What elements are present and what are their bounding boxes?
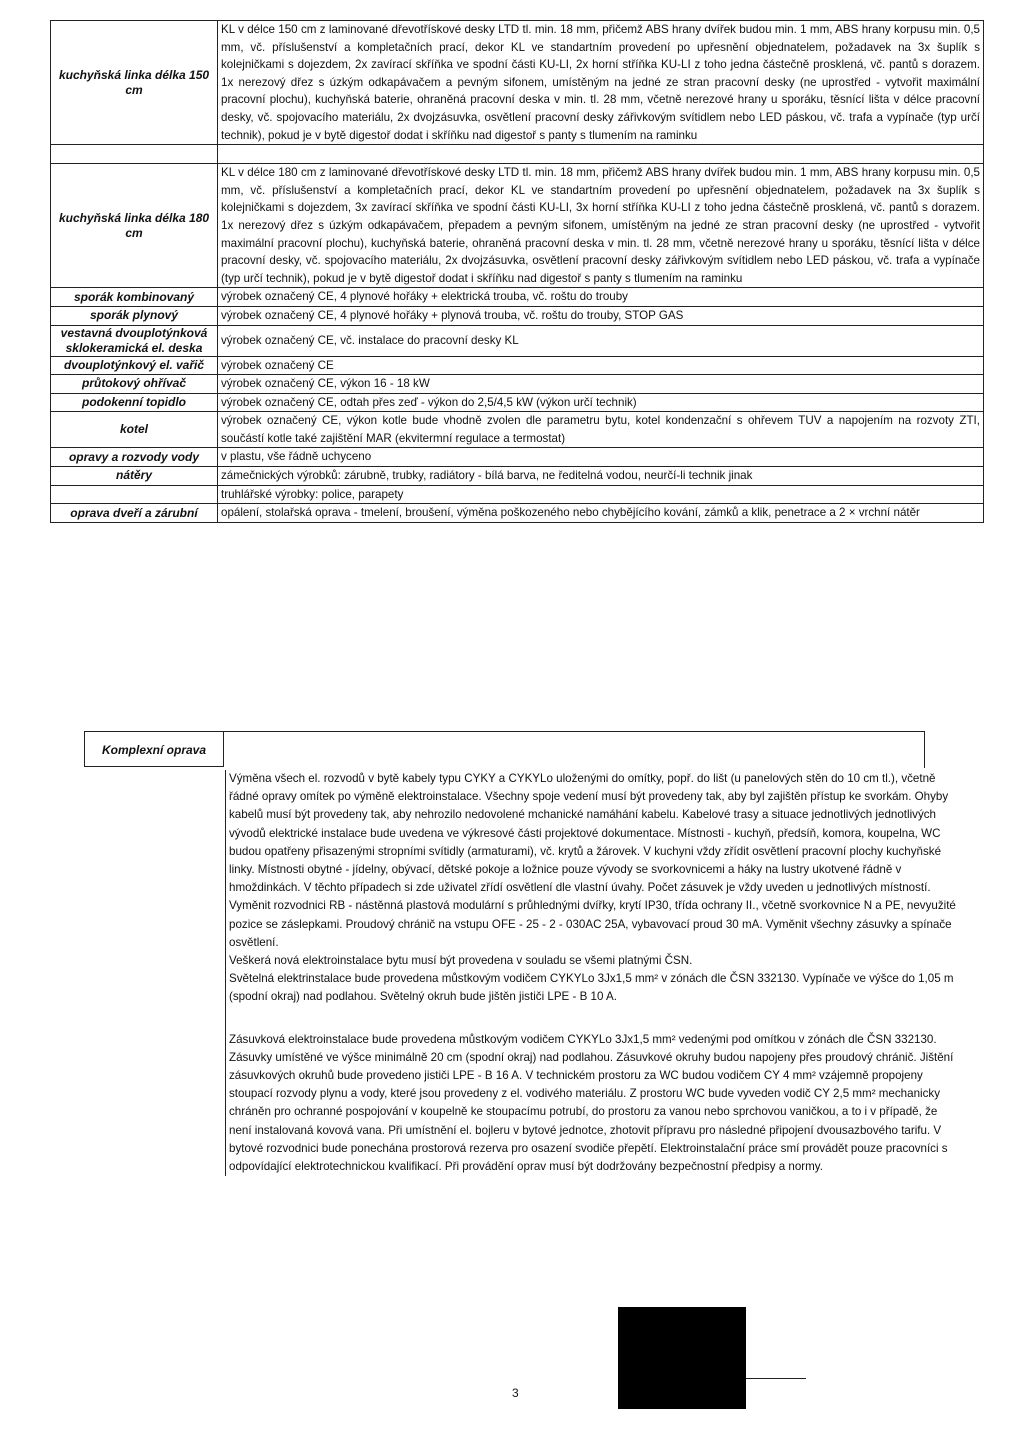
paragraph-2: Veškerá nová elektroinstalace bytu musí být provedena v souladu se všemi platnými ČSN. — [225, 952, 965, 970]
signature-line — [746, 1378, 806, 1379]
row-label: podokenní topidlo — [51, 393, 218, 412]
row-label: kuchyňská linka délka 150 cm — [51, 21, 218, 145]
spacer-row — [51, 145, 984, 164]
page-number: 3 — [512, 1386, 519, 1400]
row-description: výrobek označený CE, vč. instalace do pracovní desky KL — [218, 325, 984, 356]
row-label: sporák kombinovaný — [51, 288, 218, 307]
specification-table — [50, 20, 984, 523]
komplexni-text — [225, 770, 965, 1176]
row-label: kotel — [51, 412, 218, 448]
row-label — [51, 485, 218, 504]
table-row — [51, 21, 984, 145]
table-row — [51, 448, 984, 467]
row-label: opravy a rozvody vody — [51, 448, 218, 467]
row-description: výrobek označený CE, 4 plynové hořáky + elektrická trouba, vč. roštu do trouby — [218, 288, 984, 307]
row-label: vestavná dvouplotýnková sklokeramická el. deska — [51, 325, 218, 356]
row-label: průtokový ohřívač — [51, 375, 218, 394]
table-row — [51, 356, 984, 375]
row-label: nátěry — [51, 467, 218, 486]
row-description: KL v délce 150 cm z laminované dřevotřískové desky LTD tl. min. 18 mm, přičemž ABS hrany dvířek budou min. 1 mm, ABS hrany korpusu min. 0,5 mm, vč. příslušenství a kompletačních prací, dekor KL ve standartním provedení po upřesnění objednatelem, požadavek na 3x šuplík s kolejničkami s dojezdem, 2x zavírací skříňka ve spodní části KU-LI, 2x horní stříňka KU-LI z toho jedna částečně prosklená, vč. pantů s dorazem. 1x nerezový dřez s úzkým odkapávačem a pevným sifonem, umístěným na jedné ze stran pracovní desky (ne uprostřed - vytvořit maximální pracovní plochu), kuchyňská baterie, ohraněná pracovní deska v min. tl. 28 mm, včetně nerezové hrany u sporáku, těsnící lišta v délce pracovní desky, vč. spojovacího materiálu, 2x dvojzásuvka, osvětlení pracovní desky zářivkovým svítidlem nebo LED páskou, vč. trafa a vypínače (typ určí technik), pokud je v bytě digestoř dodat i skříňku nad digestoř s panty s tlumením na raminku — [218, 21, 984, 145]
paragraph-gap — [225, 1007, 965, 1031]
table-row — [51, 288, 984, 307]
row-description: výrobek označený CE, výkon kotle bude vhodně zvolen dle parametru bytu, kotel kondenzační s ohřevem TUV a napojením na rozvoty ZTI, součástí kotle také zajištění MAR (ekvitermní regulace a termostat) — [218, 412, 984, 448]
row-description: v plastu, vše řádně uchyceno — [218, 448, 984, 467]
table-row — [51, 504, 984, 523]
box-top-border — [84, 731, 925, 732]
row-description: zámečnických výrobků: zárubně, trubky, radiátory - bílá barva, ne ředitelná vodou, neurčí-li technik jinak — [218, 467, 984, 486]
table-row — [51, 467, 984, 486]
redaction-block — [618, 1307, 746, 1409]
table-row — [51, 164, 984, 288]
row-description: výrobek označený CE, odtah přes zeď - výkon do 2,5/4,5 kW (výkon určí technik) — [218, 393, 984, 412]
row-label: dvouplotýnkový el. vařič — [51, 356, 218, 375]
row-description: KL v délce 180 cm z laminované dřevotřískové desky LTD tl. min. 18 mm, přičemž ABS hrany dvířek budou min. 1 mm, ABS hrany korpusu min. 0,5 mm, vč. příslušenství a kompletačních prací, dekor KL ve standartním provedení po upřesnění objednatelem, požadavek na 3x šuplík s kolejničkami s dojezdem, 3x zavírací skříňka ve spodní části KU-LI, 3x horní stříňka KU-LI z toho jedna částečně prosklená, vč. pantů s dorazem. 1x nerezový dřez s úzkým odkapávačem, přepadem a pevným sifonem, umístěným na jedné ze stran pracovní desky (ne uprostřed - vytvořit maximální pracovní plochu), kuchyňská baterie, ohraněná pracovní deska v min. tl. 28 mm, včetně nerezové hrany u sporáku, těsnící lišta v délce pracovní desky, vč. spojovacího materiálu, 2x dvojzásuvka, osvětlení pracovní desky zářivkovým svítidlem nebo LED páskou, vč. trafa a vypínače (typ určí technik), pokud je v bytě digestoř dodat i skříňku nad digestoř s panty s tlumením na raminku — [218, 164, 984, 288]
paragraph-4: Zásuvková elektroinstalace bude provedena můstkovým vodičem CYKYLo 3Jx1,5 mm² vedenými pod omítkou v zónách dle ČSN 332130. Zásuvky umístěné ve výšce minimálně 20 cm (spodní okraj) nad podlahou. Zásuvkové okruhy budou napojeny přes proudový chránič. Jištění zásuvkových okruhů bude provedeno jističi LPE - B 16 A. V technickém prostoru za WC budou vodičem CY 4 mm² vzájemně propojeny stoupací rozvody plynu a vody, které jsou provedeny z el. vodivého materiálu. Z prostoru WC bude vyveden vodič CY 2,5 mm² mechanicky chráněn pro ochranné pospojování v koupelně ke stoupacímu potrubí, do prostoru za vanou nebo sprchovou vaničkou, a to i v případě, že není instalovaná kovová vana. Při umístnění el. bojleru v bytové jednotce, zhotovit přípravu pro následné připojení dvousazbového tarifu. V bytové rozvodnici bude ponechána prostorová rezerva pro osazení svodiče přepětí. Elektroinstalační práce smí provádět pouze pracovníci s odpovídající elektrotechnickou kvalifikací. Při provádění oprav musí být dodržovány bezpečnostní předpisy a normy. — [225, 1031, 965, 1177]
row-description: výrobek označený CE — [218, 356, 984, 375]
row-description: opálení, stolařská oprava - tmelení, broušení, výměna poškozeného nebo chybějícího kování, zámků a klik, penetrace a 2 × vrchní nátěr — [218, 504, 984, 523]
paragraph-3: Světelná elektrinstalace bude provedena můstkovým vodičem CYKYLo 3Jx1,5 mm² v zónách dle ČSN 332130. Vypínače ve výšce do 1,05 m (spodní okraj) nad podlahou. Světelný okruh bude jištěn jističi LPE - B 10 A. — [225, 970, 965, 1006]
table-row — [51, 393, 984, 412]
spacer-cell — [51, 145, 218, 164]
komplexni-oprava-title: Komplexní oprava — [84, 731, 224, 767]
table-row — [51, 375, 984, 394]
paragraph-1: Výměna všech el. rozvodů v bytě kabely typu CYKY a CYKYLo uloženými do omítky, popř. do lišt (u panelových stěn do 10 cm tl.), včetně řádné opravy omítek po výměně elektroinstalace. Všechny spoje vedení musí být provedeny tak, aby byl zajištěn přístup ke svorkám. Ohyby kabelů musí být provedeny tak, aby nehrozilo nedovolené mchanické namáhání kabelu. Kabelové trasy a situace jednotlivých jednotlivých vývodů elektrické instalace bude uvedena ve výkresové části projektové dokumentace. Místnosti - kuchyň, předsíň, komora, koupelna, WC budou opatřeny přisazenými stropními svítidly (armaturami), vč. krytů a žárovek. V kuchyni vždy zřídit osvětlení pracovní plochy kuchyňské linky. Místnosti obytné - jídelny, obývací, dětské pokoje a ložnice pouze vývody se svorkovnicemi a háky na lustry ukotvené řádně v hmoždinkách. V těchto případech si zde uživatel zřídí osvětlení dle vlastní úvahy. Počet zásuvek je vždy uveden u jednotlivých místností. Vyměnit rozvodnici RB - nástěnná plastová modulární s průhlednými dvířky, krytí IP30, třída ochrany II., včetně svorkovnice N a PE, nevyužité pozice se záslepkami. Proudový chránič na vstupu OFE - 25 - 2 - 030AC 25A, vybavovací proud 30 mA. Vyměnit všechny zásuvky a spínače osvětlení. — [225, 770, 965, 952]
table-row — [51, 306, 984, 325]
row-description: výrobek označený CE, 4 plynové hořáky + plynová trouba, vč. roštu do trouby, STOP GAS — [218, 306, 984, 325]
box-right-border — [924, 731, 925, 768]
spacer-cell — [218, 145, 984, 164]
row-description: výrobek označený CE, výkon 16 - 18 kW — [218, 375, 984, 394]
row-description: truhlářské výrobky: police, parapety — [218, 485, 984, 504]
row-label: sporák plynový — [51, 306, 218, 325]
table-row — [51, 412, 984, 448]
table-row — [51, 485, 984, 504]
row-label: oprava dveří a zárubní — [51, 504, 218, 523]
row-label: kuchyňská linka délka 180 cm — [51, 164, 218, 288]
table-row — [51, 325, 984, 356]
